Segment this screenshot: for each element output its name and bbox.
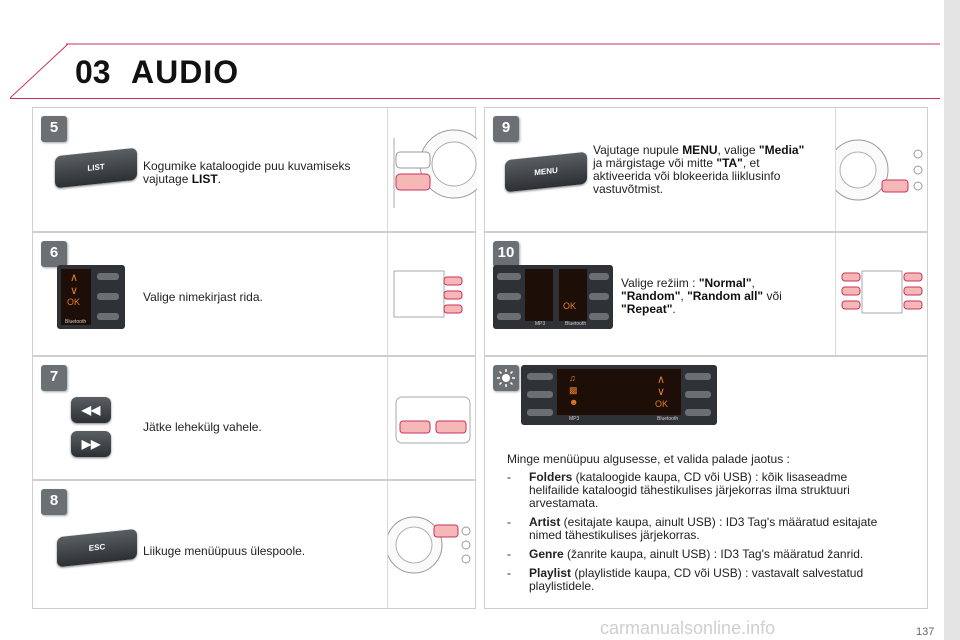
chapter-number: 03 xyxy=(75,54,111,90)
header-bottom-line xyxy=(10,98,940,99)
header-corner-line xyxy=(10,0,80,100)
step-5-console-thumbnail xyxy=(387,108,476,231)
step-8-text: Liikuge menüüpuus ülespoole. xyxy=(143,544,306,558)
step-9-console-thumbnail xyxy=(835,108,927,231)
step-10-console-thumbnail xyxy=(835,233,927,355)
step-10-badge: 10 xyxy=(493,241,519,267)
list-button-illustration: LIST xyxy=(55,148,137,189)
step-8-panel xyxy=(32,480,476,609)
step-10-text: Valige režiim : "Normal", "Random", "Random all" või "Repeat". xyxy=(621,276,782,316)
step-7-panel xyxy=(32,356,476,480)
menu-button-illustration: MENU xyxy=(505,152,587,193)
step-8-console-thumbnail xyxy=(387,481,476,608)
step-8-badge: 8 xyxy=(41,489,67,515)
page-title: AUDIO xyxy=(131,54,240,90)
header-top-line xyxy=(66,43,946,45)
tip-panel xyxy=(484,356,928,609)
step-7-badge: 7 xyxy=(41,365,67,391)
esc-button-illustration: ESC xyxy=(57,529,137,567)
step-6-display-illustration: ∧ ∨ OK Bluetooth xyxy=(57,265,125,329)
step-5-text: Kogumike kataloogide puu kuvamiseks vajutage LIST. xyxy=(143,159,351,186)
page-number: 137 xyxy=(916,626,935,638)
step-6-console-thumbnail xyxy=(387,233,476,355)
step-10-display-illustration: OK MP3 Bluetooth xyxy=(493,265,613,329)
watermark: carmanualsonline.info xyxy=(600,618,776,638)
side-tab-bar xyxy=(944,0,960,640)
step-6-text: Valige nimekirjast rida. xyxy=(143,290,263,304)
rewind-button-illustration: ◀◀ xyxy=(71,397,111,423)
step-6-badge: 6 xyxy=(41,241,67,267)
step-7-text: Jätke lehekülg vahele. xyxy=(143,420,262,434)
tip-badge xyxy=(493,365,519,391)
step-7-console-thumbnail xyxy=(387,357,476,479)
step-10-panel xyxy=(484,232,928,356)
forward-button-illustration: ▶▶ xyxy=(71,431,111,457)
step-9-text: Vajutage nupule MENU, valige "Media" ja märgistage või mitte "TA", et aktiveerida või blokeerida liiklusinfo vastuvõtmist. xyxy=(593,143,805,196)
sun-icon xyxy=(496,368,516,388)
tip-intro-text: Minge menüüpuu algusesse, et valida palade jaotus : xyxy=(507,452,790,466)
step-5-panel xyxy=(32,107,476,232)
step-9-panel xyxy=(484,107,928,232)
tip-list: - Folders (kataloogide kaupa, CD või USB) : kõik lisaseadme helifailide kataloogid tähestikulises järjekorras ilma struktuuri arvestamata. - Artist (esitajate kaupa, ainult USB) : ID3 Tag's määratud esitajate nimed tähestikulises järjekorras. - Genre (žanrite kaupa, ainult USB) : ID3 Tag's määratud žanrid. - Playlist (playlistide kaupa, CD või USB) : vastavalt salvestatud playlistidele. xyxy=(507,470,878,593)
step-6-panel xyxy=(32,232,476,356)
tip-display-illustration: ♫ ▩ ☻ ∧ ∨ OK MP3 Bluetooth xyxy=(521,365,717,425)
step-5-badge: 5 xyxy=(41,116,67,142)
step-9-badge: 9 xyxy=(493,116,519,142)
